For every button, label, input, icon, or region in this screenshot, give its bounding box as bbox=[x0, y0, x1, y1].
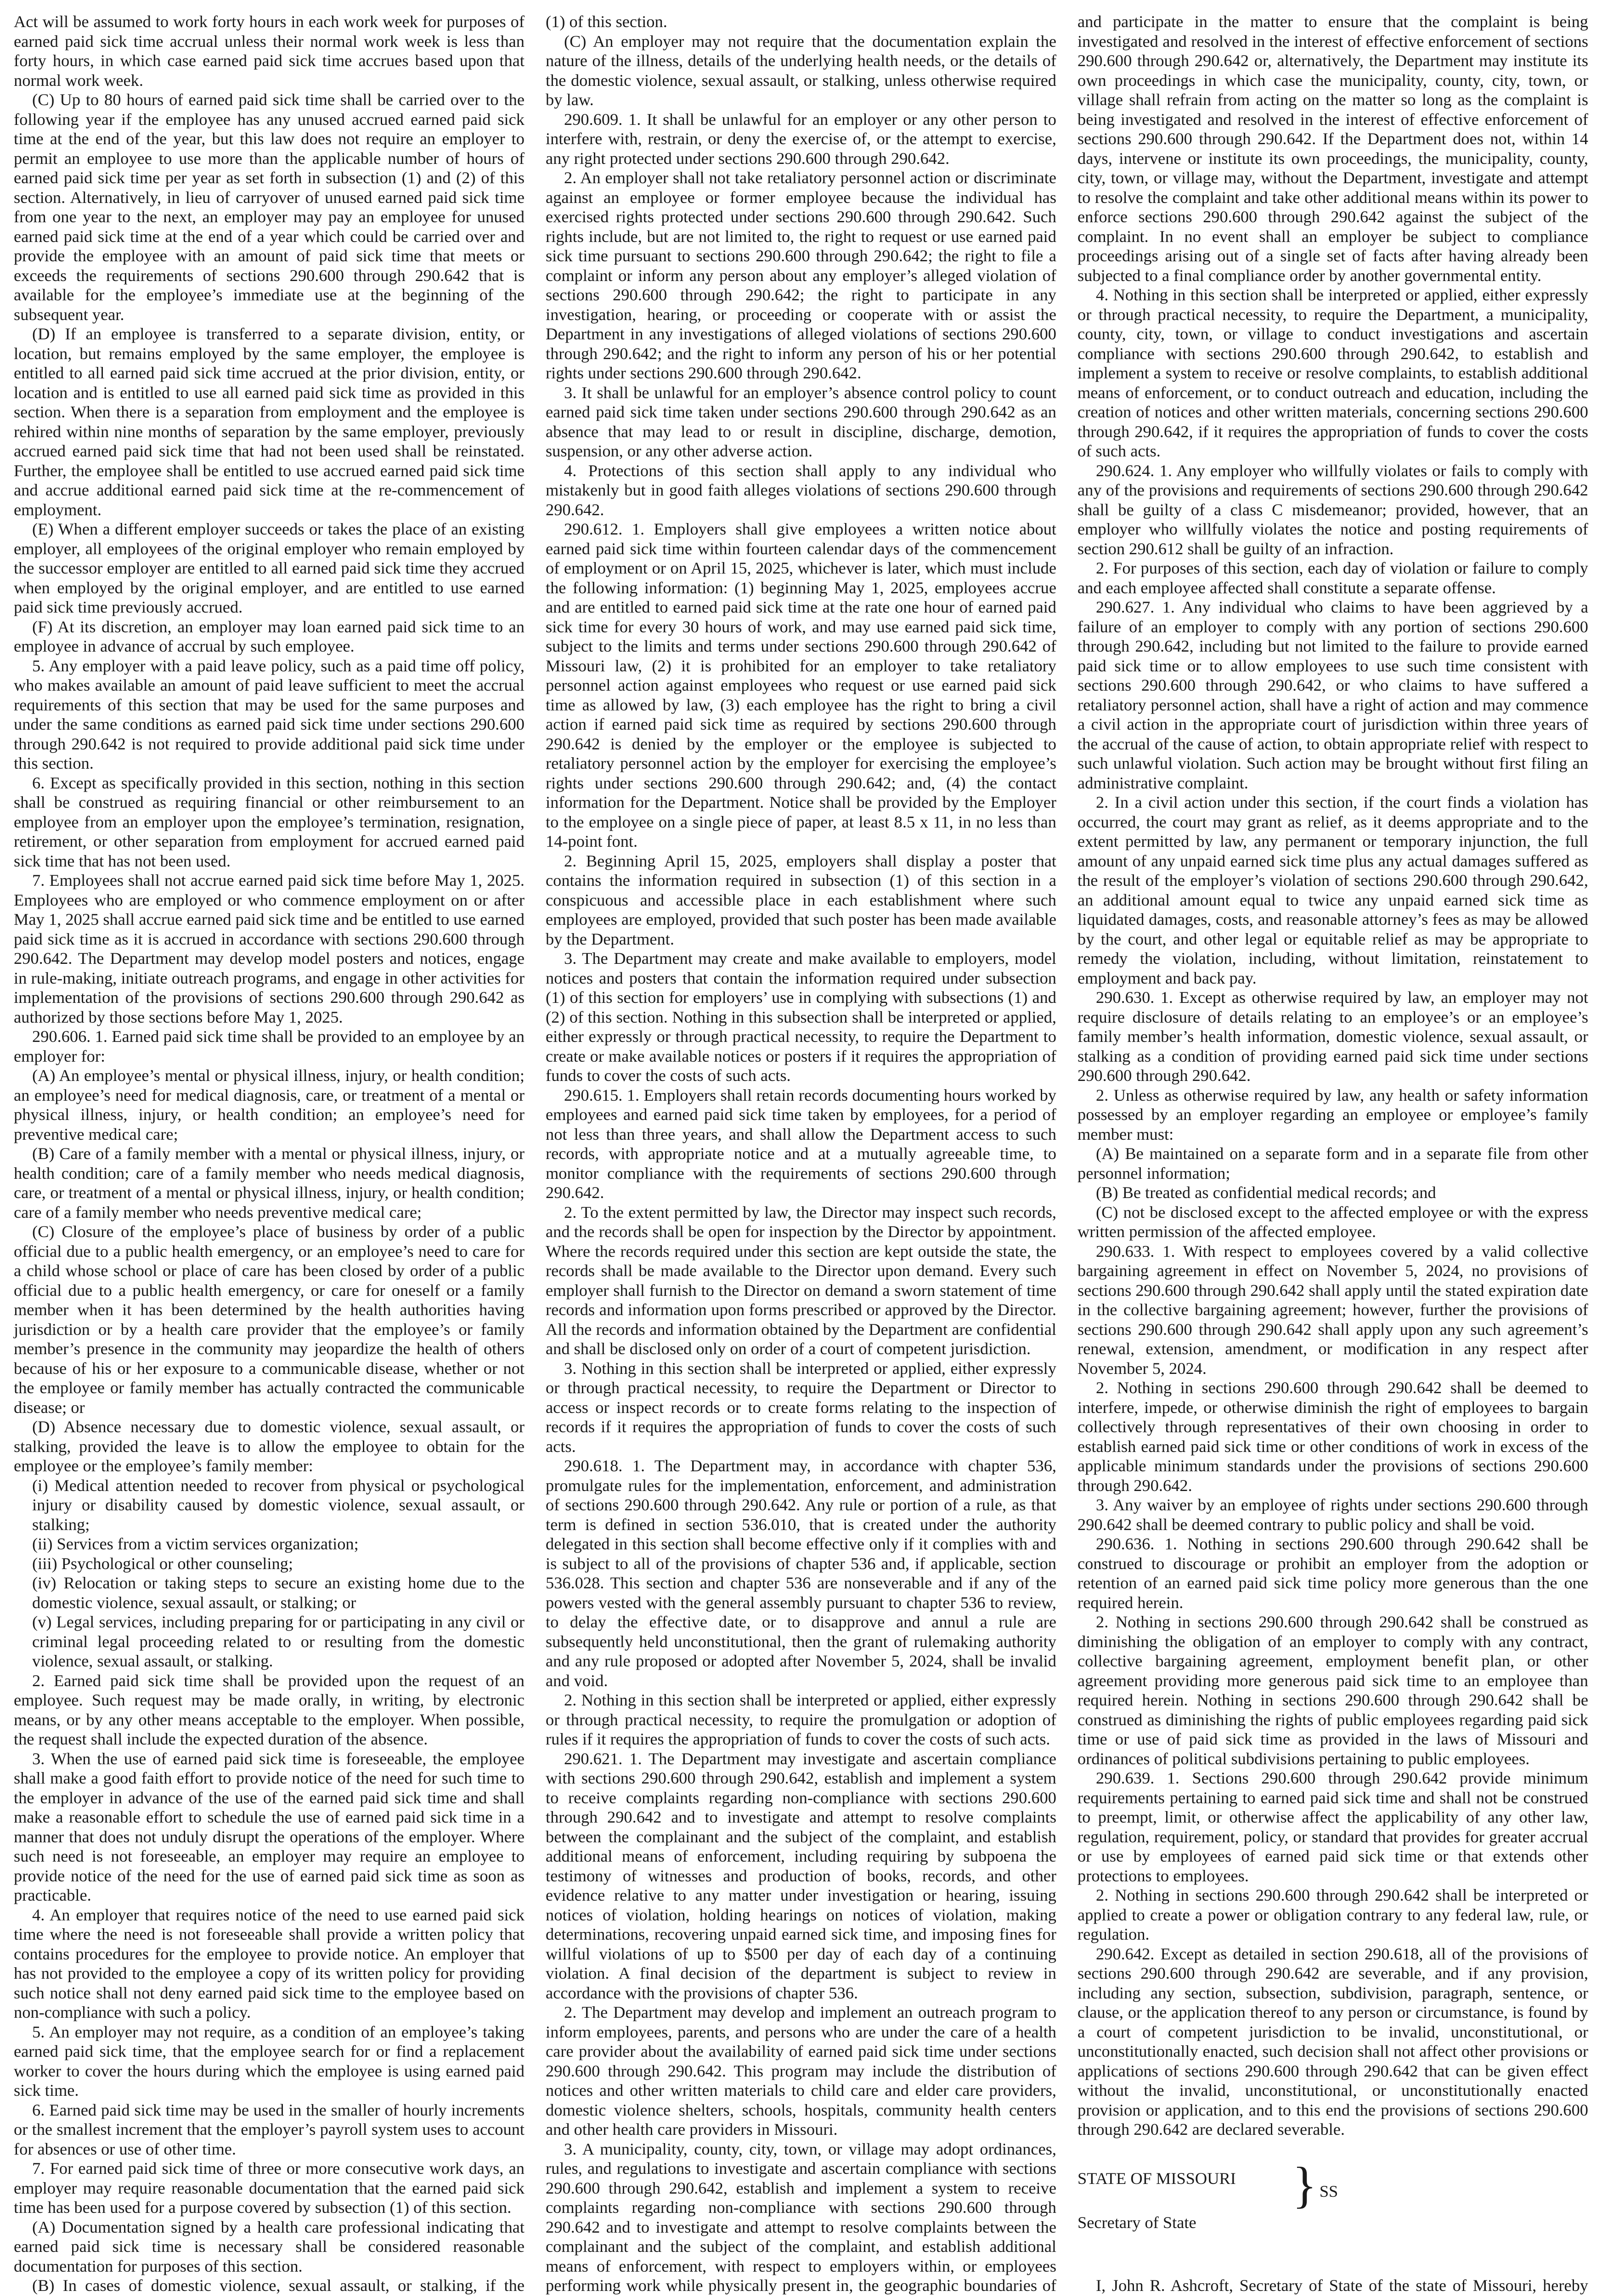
column-3-paragraphs bbox=[1077, 12, 1588, 2139]
paragraph: 2. In a civil action under this section, if the court finds a violation has occurred, the court may grant as relief, as it deems appropriate and to the extent permitted by law, any permanent or temporary injunction, the full amount of any unpaid earned sick time plus any actual damages suffered as the result of the employer’s violation of sections 290.600 through 290.642, an additional amount equal to twice any unpaid earned sick time as liquidated damages, costs, and reasonable attorney’s fees as may be allowed by the court, and other legal or equitable relief as may be appropriate to remedy the violation, including, without limitation, reinstatement to employment and back pay. bbox=[1077, 793, 1588, 987]
paragraph: (C) not be disclosed except to the affected employee or with the express written permission of the affected employee. bbox=[1077, 1203, 1588, 1241]
paragraph: 2. The Department may develop and implement an outreach program to inform employees, parents, and persons who are under the care of a health care provider about the availability of earned paid sick time under sections 290.600 through 290.642. This program may include the distribution of notices and other written materials to child care and elder care providers, domestic violence shelters, schools, hospitals, community health centers and other health care providers in Missouri. bbox=[546, 2003, 1056, 2138]
paragraph: (E) When a different employer succeeds or takes the place of an existing employer, all employees of the original employer who remain employed by the successor employer are entitled to all earned paid sick time they accrued when employed by the original employer, and are entitled to use earned paid sick time previously accrued. bbox=[14, 520, 525, 616]
paragraph: 290.621. 1. The Department may investigate and ascertain compliance with sections 290.600 through 290.642, establish and implement a system to receive complaints regarding non-compliance with sections 290.600 through 290.642 and to investigate and attempt to resolve complaints between the complainant and the subject of the complaint, and establish additional means of enforcement, including requiring by subpoena the testimony of witnesses and production of books, records, and other evidence relative to any matter under investigation or hearing, issuing notices of violation, holding hearings on notices of violation, making determinations, recovering unpaid earned sick time, and imposing fines for willful violations of up to $500 per day of each day of a continuing violation. A final decision of the department is subject to review in accordance with the provisions of chapter 536. bbox=[546, 1749, 1056, 2002]
paragraph: 6. Earned paid sick time may be used in the smaller of hourly increments or the smallest increment that the employer’s payroll system uses to account for absences or use of other time. bbox=[14, 2100, 525, 2158]
paragraph: 290.609. 1. It shall be unlawful for an employer or any other person to interfere with, restrain, or deny the exercise of, or the attempt to exercise, any right protected under sections 290.600 through 290.642. bbox=[546, 110, 1056, 168]
column-3 bbox=[1077, 12, 1588, 2296]
paragraph: 4. Protections of this section shall apply to any individual who mistakenly but in good faith alleges violations of sections 290.600 through 290.642. bbox=[546, 461, 1056, 519]
paragraph: Act will be assumed to work forty hours in each work week for purposes of earned paid sick time accrual unless their normal work week is less than forty hours, in which case earned paid sick time accrues based upon that normal work week. bbox=[14, 12, 525, 90]
paragraph: 2. For purposes of this section, each day of violation or failure to comply and each employee affected shall constitute a separate offense. bbox=[1077, 559, 1588, 597]
state-line: STATE OF MISSOURI bbox=[1077, 2169, 1236, 2188]
paragraph: 290.606. 1. Earned paid sick time shall be provided to an employee by an employer for: bbox=[14, 1027, 525, 1065]
paragraph: 2. Nothing in sections 290.600 through 290.642 shall be interpreted or applied to create a power or obligation contrary to any federal law, rule, or regulation. bbox=[1077, 1886, 1588, 1943]
paragraph: 5. An employer may not require, as a condition of an employee’s taking earned paid sick time, that the employee search for or find a replacement worker to cover the hours during which the employee is using earned paid sick time. bbox=[14, 2022, 525, 2099]
paragraph: 2. Nothing in sections 290.600 through 290.642 shall be construed as diminishing the obligation of an employer to comply with any contract, collective bargaining agreement, employment benefit plan, or other agreement providing more generous paid sick time to an employee than required herein. Nothing in sections 290.600 through 290.642 shall be construed as diminishing the rights of public employees regarding paid sick time or use of paid sick time as provided in the laws of Missouri and ordinances of political subdivisions pertaining to public employees. bbox=[1077, 1613, 1588, 1768]
paragraph: 290.624. 1. Any employer who willfully violates or fails to comply with any of the provisions and requirements of sections 290.600 through 290.642 shall be guilty of a class C misdemeanor; provided, however, that an employer who willfully violates the notice and posting requirements of section 290.612 shall be guilty of an infraction. bbox=[1077, 461, 1588, 558]
paragraph: 2. Earned paid sick time shall be provided upon the request of an employee. Such request may be made orally, in writing, by electronic means, or by any other means acceptable to the employer. When possible, the request shall include the expected duration of the absence. bbox=[14, 1671, 525, 1748]
paragraph: 7. Employees shall not accrue earned paid sick time before May 1, 2025. Employees who are employed or who commence employment on or after May 1, 2025 shall accrue earned paid sick time and be entitled to use earned paid sick time as it is accrued in accordance with sections 290.600 through 290.642. The Department may develop model posters and notices, engage in rule-making, initiate outreach programs, and engage in other activities for implementation of the provisions of sections 290.600 through 290.642 as authorized by those sections before May 1, 2025. bbox=[14, 871, 525, 1026]
paragraph: 2. Nothing in this section shall be interpreted or applied, either expressly or through practical necessity, to require the promulgation or adoption of rules if it requires the appropriation of funds to cover the costs of such acts. bbox=[546, 1691, 1056, 1748]
certification-header bbox=[1077, 2156, 1588, 2257]
paragraph: (i) Medical attention needed to recover from physical or psychological injury or disability caused by domestic violence, sexual assault, or stalking; bbox=[32, 1476, 525, 1534]
certification-paragraph: I, John R. Ashcroft, Secretary of State of the state of Missouri, hereby bbox=[1096, 2276, 1588, 2295]
paragraph: 2. Unless as otherwise required by law, any health or safety information possessed by an employer regarding an employee or employee’s family member must: bbox=[1077, 1086, 1588, 1143]
paragraph: (ii) Services from a victim services organization; bbox=[32, 1535, 359, 1553]
certification-heading bbox=[1077, 2169, 1289, 2257]
paragraph: 4. Nothing in this section shall be interpreted or applied, either expressly or through practical necessity, to require the Department, a municipality, county, city, town, or village to conduct investigations and ascertain compliance with sections 290.600 through 290.642, to establish and implement a system to receive or resolve complaints, to establish additional means of enforcement, or to conduct outreach and education, including the creation of notices and other written materials, concerning sections 290.600 through 290.642, if it requires the appropriation of funds to cover the costs of such acts. bbox=[1077, 286, 1588, 460]
paragraph: 290.642. Except as detailed in section 290.618, all of the provisions of sections 290.600 through 290.642 are severable, and if any provision, including any section, subsection, subdivision, paragraph, sentence, or clause, or the application thereof to any person or circumstance, is found by a court of competent jurisdiction to be invalid, unconstitutional, or unconstitutionally enacted, such decision shall not affect other provisions or applications of sections 290.600 through 290.642 that can be given effect without the invalid, unconstitutional, or unconstitutionally enacted provision or application, and to this end the provisions of sections 290.600 through 290.642 are declared severable. bbox=[1077, 1944, 1588, 2138]
paragraph: (iv) Relocation or taking steps to secure an existing home due to the domestic violence, sexual assault, or stalking; or bbox=[32, 1574, 525, 1612]
paragraph: (F) At its discretion, an employer may loan earned paid sick time to an employee in advance of accrual by such employee. bbox=[14, 617, 525, 655]
paragraph: 7. For earned paid sick time of three or more consecutive work days, an employer may require reasonable documentation that the earned paid sick time has been used for a purpose covered by subsection (1) of this section. bbox=[14, 2159, 525, 2217]
column-2 bbox=[546, 12, 1056, 2296]
paragraph: 290.615. 1. Employers shall retain records documenting hours worked by employees and earned paid sick time taken by employees, for a period of not less than three years, and shall allow the Department access to such records, with appropriate notice and at a mutually agreeable time, to monitor compliance with the requirements of sections 290.600 through 290.642. bbox=[546, 1086, 1056, 1202]
paragraph: 3. Nothing in this section shall be interpreted or applied, either expressly or through practical necessity, to require the Department or Director to access or inspect records or to create forms relating to the inspection of records if it requires the appropriation of funds to cover the costs of such acts. bbox=[546, 1359, 1056, 1456]
paragraph: (iii) Psychological or other counseling; bbox=[32, 1554, 293, 1573]
paragraph: 290.639. 1. Sections 290.600 through 290.642 provide minimum requirements pertaining to earned paid sick time and shall not be construed to preempt, limit, or otherwise affect the applicability of any other law, regulation, requirement, policy, or standard that provides for greater accrual or use by employees of earned paid sick time or that extends other protections to employees. bbox=[1077, 1769, 1588, 1885]
paragraph: 5. Any employer with a paid leave policy, such as a paid time off policy, who makes available an amount of paid leave sufficient to meet the accrual requirements of this section that may be used for the same purposes and under the same conditions as earned paid sick time under sections 290.600 through 290.642 is not required to provide additional paid sick time under this section. bbox=[14, 656, 525, 772]
paragraph: 290.618. 1. The Department may, in accordance with chapter 536, promulgate rules for the implementation, enforcement, and administration of sections 290.600 through 290.642. Any rule or portion of a rule, as that term is defined in section 536.010, that is created under the authority delegated in this section shall become effective only if it complies with and is subject to all of the provisions of chapter 536 and, if applicable, section 536.028. This section and chapter 536 are nonseverable and if any of the powers vested with the general assembly pursuant to chapter 536 to review, to delay the effective date, or to disapprove and annul a rule are subsequently held unconstitutional, then the grant of rulemaking authority and any rule proposed or adopted after November 5, 2024, shall be invalid and void. bbox=[546, 1457, 1056, 1690]
paragraph: (C) An employer may not require that the documentation explain the nature of the illness, details of the underlying health needs, or the details of the domestic violence, sexual assault, or stalking, unless otherwise required by law. bbox=[546, 32, 1056, 109]
paragraph: 6. Except as specifically provided in this section, nothing in this section shall be construed as requiring financial or other reimbursement to an employee from an employer upon the employee’s termination, resignation, retirement, or other separation from employment for accrued earned paid sick time that has not been used. bbox=[14, 773, 525, 870]
paragraph: 2. Nothing in sections 290.600 through 290.642 shall be deemed to interfere, impede, or otherwise diminish the right of employees to bargain collectively through representatives of their own choosing in order to establish earned paid sick time or other conditions of work in excess of the applicable minimum standards under the provisions of sections 290.600 through 290.642. bbox=[1077, 1379, 1588, 1495]
paragraph: 290.627. 1. Any individual who claims to have been aggrieved by a failure of an employer to comply with any portion of sections 290.600 through 290.642, including but not limited to the failure to provide earned paid sick time or to allow employees to use such time consistent with sections 290.600 through 290.642, or who claims to have suffered a retaliatory personnel action, shall have a right of action and may commence a civil action in the appropriate court of jurisdiction within three years of the accrual of the cause of action, to obtain appropriate relief with respect to such unlawful violation. Such action may be brought without first filing an administrative complaint. bbox=[1077, 598, 1588, 792]
paragraph: 2. An employer shall not take retaliatory personnel action or discriminate against an employee or former employee because the individual has exercised rights protected under sections 290.600 through 290.642. Such rights include, but are not limited to, the right to request or use earned paid sick time pursuant to sections 290.600 through 290.642; the right to file a complaint or inform any person about any employer’s alleged violation of sections 290.600 through 290.642; the right to participate in any investigation, hearing, or proceeding or cooperate with or assist the Department in any investigations of alleged violations of sections 290.600 through 290.642; and the right to inform any person of his or her potential rights under sections 290.600 through 290.642. bbox=[546, 169, 1056, 382]
paragraph: (D) If an employee is transferred to a separate division, entity, or location, but remains employed by the same employer, the employee is entitled to all earned paid sick time accrued at the prior division, entity, or location and is entitled to use all earned paid sick time as provided in this section. When there is a separation from employment and the employee is rehired within nine months of separation by the same employer, previously accrued earned paid sick time that had not been used shall be reinstated. Further, the employee shall be entitled to use accrued earned paid sick time and accrue additional earned paid sick time at the re-commencement of employment. bbox=[14, 325, 525, 519]
paragraph: (A) Documentation signed by a health care professional indicating that earned paid sick time is necessary shall be considered reasonable documentation for purposes of this section. bbox=[14, 2217, 525, 2275]
paragraph: 290.636. 1. Nothing in sections 290.600 through 290.642 shall be construed to discourage or prohibit an employer from the adoption or retention of an earned paid sick time policy more generous than the one required herein. bbox=[1077, 1535, 1588, 1612]
column-1 bbox=[14, 12, 525, 2296]
paragraph: 2. Beginning April 15, 2025, employers shall display a poster that contains the information required in subsection (1) of this section in a conspicuous and accessible place in each establishment where such employees are employed, provided that such poster has been made available by the Department. bbox=[546, 851, 1056, 948]
paragraph: 290.612. 1. Employers shall give employees a written notice about earned paid sick time within fourteen calendar days of the commencement of employment or on April 15, 2025, whichever is later, which must include the following information: (1) beginning May 1, 2025, employees accrue and are entitled to earned paid sick time at the rate one hour of earned paid sick time for every 30 hours of work, and may use earned paid sick time, subject to the limits and terms under sections 290.600 through 290.642 of Missouri law, (2) it is prohibited for an employer to take retaliatory personnel action against employees who request or use earned paid sick time as allowed by law, (3) each employee has the right to bring a civil action if earned paid sick time as required by sections 290.600 through 290.642 is denied by the employer or the employee is subjected to retaliatory personnel action by the employer for exercising the employee’s rights under sections 290.600 through 290.642; and, (4) the contact information for the Department. Notice shall be provided by the Employer to the employee on a single piece of paper, at least 8.5 x 11, in no less than 14-point font. bbox=[546, 520, 1056, 850]
paragraph: 3. The Department may create and make available to employers, model notices and posters that contain the information required under subsection (1) of this section for employers’ use in complying with subsections (1) and (2) of this section. Nothing in this subsection shall be interpreted or applied, either expressly or through practical necessity, to require the Department to create or make available notices or posters if it requires the appropriation of funds to cover the costs of such acts. bbox=[546, 949, 1056, 1085]
paragraph: 4. An employer that requires notice of the need to use earned paid sick time where the need is not foreseeable shall provide a written policy that contains procedures for the employee to provide notice. An employer that has not provided to the employee a copy of its written policy for providing such notice shall not deny earned paid sick time to the employee based on non-compliance with such a policy. bbox=[14, 1905, 525, 2021]
paragraph: 3. A municipality, county, city, town, or village may adopt ordinances, rules, and regulations to investigate and ascertain compliance with sections 290.600 through 290.642, establish and implement a system to receive complaints regarding non-compliance with sections 290.600 through 290.642 and to investigate and attempt to resolve complaints between the complainant and the subject of the complaint, and establish additional means of enforcement, with respect to employers within, or employees performing work while physically present in, the geographic boundaries of bbox=[546, 2139, 1056, 2295]
paragraph: (B) Be treated as confidential medical records; and bbox=[1096, 1183, 1436, 1202]
ss-mark: SS bbox=[1319, 2182, 1338, 2200]
paragraph: (C) Closure of the employee’s place of business by order of a public official due to a public health emergency, or an employee’s need to care for a child whose school or place of care has been closed by order of a public official due to a public health emergency, or care for oneself or a family member when it has been determined by the health authorities having jurisdiction or by a health care provider that the employee’s or family member’s presence in the community may jeopardize the health of others because of his or her exposure to a communicable disease, whether or not the employee or family member has actually contracted the communicable disease; or bbox=[14, 1222, 525, 1417]
paragraph: 3. Any waiver by an employee of rights under sections 290.600 through 290.642 shall be deemed contrary to public policy and shall be void. bbox=[1077, 1496, 1588, 1534]
paragraph: (B) In cases of domestic violence, sexual assault, or stalking, if the bbox=[32, 2276, 525, 2295]
paragraph: 3. When the use of earned paid sick time is foreseeable, the employee shall make a good faith effort to provide notice of the need for such time to the employer in advance of the use of the earned paid sick time and shall make a reasonable effort to schedule the use of earned paid sick time in a manner that does not unduly disrupt the operations of the employer. Where such need is not foreseeable, an employer may require an employee to provide notice of the need for the use of earned paid sick time as soon as practicable. bbox=[14, 1749, 525, 1904]
paragraph: (B) Care of a family member with a mental or physical illness, injury, or health condition; care of a family member who needs medical diagnosis, care, or treatment of a mental or physical illness, injury, or health condition; care of a family member who needs preventive medical care; bbox=[14, 1144, 525, 1221]
paragraph: 3. It shall be unlawful for an employer’s absence control policy to count earned paid sick time taken under sections 290.600 through 290.642 as an absence that may lead to or result in discipline, discharge, demotion, suspension, or any other adverse action. bbox=[546, 383, 1056, 460]
paragraph: (C) Up to 80 hours of earned paid sick time shall be carried over to the following year if the employee has any unused accrued earned paid sick time at the end of the year, but this law does not require an employer to permit an employee to use more than the applicable number of hours of earned paid sick time per year as set forth in subsection (1) and (2) of this section. Alternatively, in lieu of carryover of unused earned paid sick time from one year to the next, an employer may pay an employee for unused earned paid sick time at the end of a year which could be carried over and provide the employee with an amount of paid sick time that meets or exceeds the requirements of sections 290.600 through 290.642 that is available for the employee’s immediate use at the beginning of the subsequent year. bbox=[14, 90, 525, 324]
brace-glyph: } bbox=[1292, 2156, 1317, 2213]
paragraph: (v) Legal services, including preparing for or participating in any civil or criminal legal proceeding related to or resulting from the domestic violence, sexual assault, or stalking. bbox=[32, 1613, 525, 1670]
office-line: Secretary of State bbox=[1077, 2213, 1196, 2232]
paragraph: and participate in the matter to ensure that the complaint is being investigated and resolved in the interest of effective enforcement of sections 290.600 through 290.642 or, alternatively, the Department may institute its own proceedings in which case the municipality, county, city, town, or village shall refrain from acting on the matter so long as the complaint is being investigated and resolved in the interest of effective enforcement of sections 290.600 through 290.642. If the Department does not, within 14 days, intervene or institute its own proceedings, the municipality, county, city, town, or village may, without the Department, investigate and attempt to resolve the complaint and take other additional means within its power to enforce sections 290.600 through 290.642 against the subject of the complaint. In no event shall an employer be subject to compliance proceedings arising out of a single set of facts after having already been subjected to a final compliance order by another governmental entity. bbox=[1077, 12, 1588, 285]
paragraph: (A) Be maintained on a separate form and in a separate file from other personnel information; bbox=[1077, 1144, 1588, 1182]
certification-block bbox=[1077, 2156, 1588, 2296]
paragraph: 2. To the extent permitted by law, the Director may inspect such records, and the records shall be open for inspection by the Director by appointment. Where the records required under this section are kept outside the state, the records shall be made available to the Director upon demand. Every such employer shall furnish to the Director on demand a sworn statement of time records and information upon forms prescribed or approved by the Director. All the records and information obtained by the Department are confidential and shall be disclosed only on order of a court of competent jurisdiction. bbox=[546, 1203, 1056, 1358]
paragraph: (A) An employee’s mental or physical illness, injury, or health condition; an employee’s need for medical diagnosis, care, or treatment of a mental or physical illness, injury, or health condition; an employee’s need for preventive medical care; bbox=[14, 1066, 525, 1143]
paragraph: 290.630. 1. Except as otherwise required by law, an employer may not require disclosure of details relating to an employee’s or an employee’s family member’s health information, domestic violence, sexual assault, or stalking as a condition of providing earned paid sick time under sections 290.600 through 290.642. bbox=[1077, 988, 1588, 1085]
paragraph: (D) Absence necessary due to domestic violence, sexual assault, or stalking, provided the leave is to allow the employee to obtain for the employee or the employee’s family member: bbox=[14, 1418, 525, 1475]
paragraph: (1) of this section. bbox=[546, 12, 667, 31]
paragraph: 290.633. 1. With respect to employees covered by a valid collective bargaining agreement in effect on November 5, 2024, no provisions of sections 290.600 through 290.642 shall apply until the stated expiration date in the collective bargaining agreement; however, further the provisions of sections 290.600 through 290.642 shall apply upon any such agreement’s renewal, extension, amendment, or modification in any respect after November 5, 2024. bbox=[1077, 1242, 1588, 1378]
